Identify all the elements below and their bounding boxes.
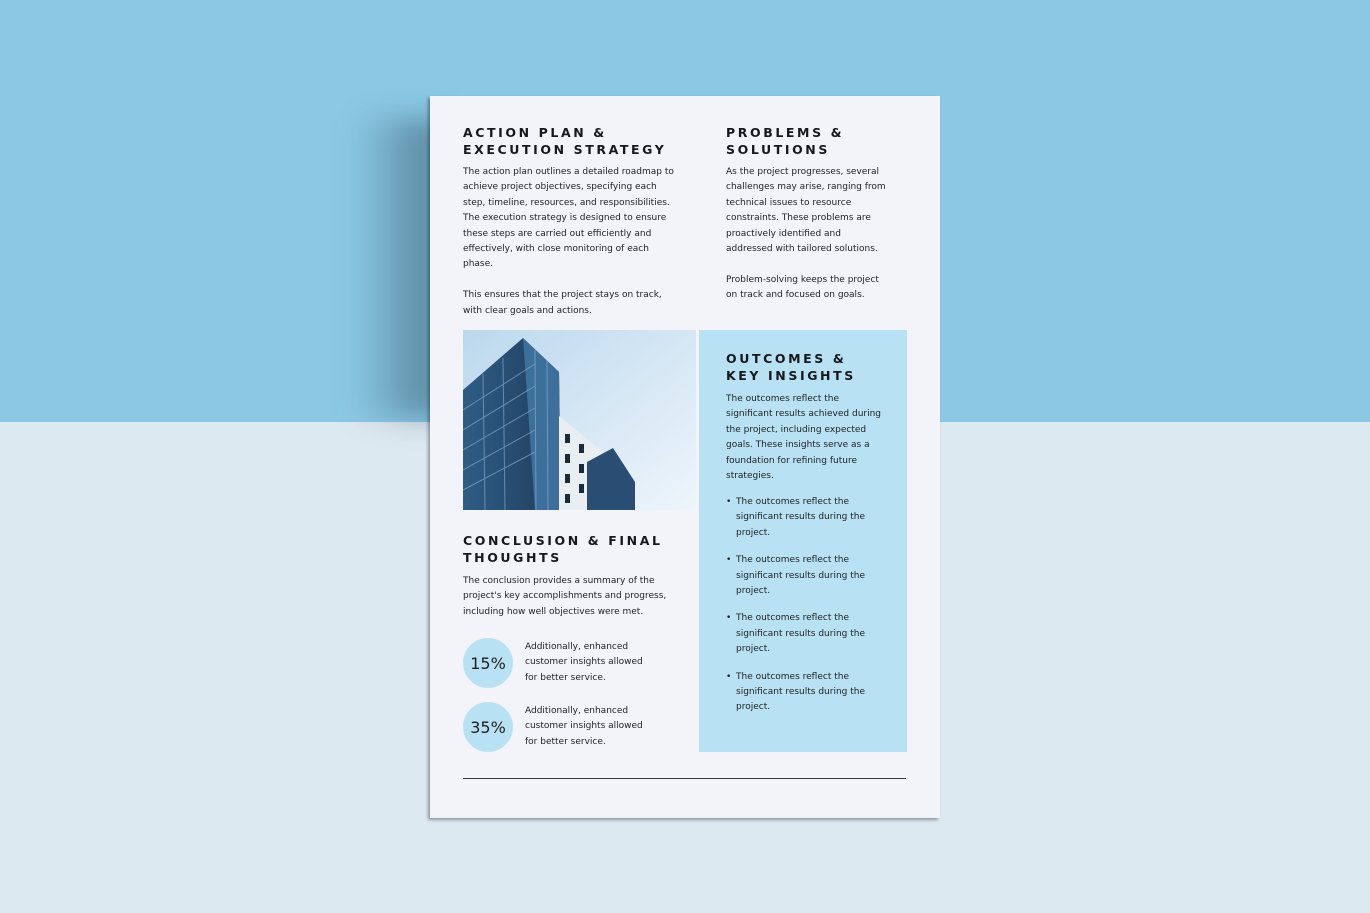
action-plan-heading: ACTION PLAN & EXECUTION STRATEGY [463, 125, 667, 157]
action-plan-paragraph-2: This ensures that the project stays on track, with clear goals and actions. [463, 290, 662, 316]
outcomes-paragraph: The outcomes reflect the significant results achieved during the project, including expected goals. These insights serve as a foundation for refining future strategies. [726, 394, 882, 482]
outcomes-bullet: • The outcomes reflect the significant results during the project. [726, 495, 886, 541]
outcomes-bullet: • The outcomes reflect the significant results during the project. [726, 670, 886, 716]
stat-circle-1: 15% [463, 638, 513, 688]
footer-divider [463, 778, 906, 779]
conclusion-paragraph: The conclusion provides a summary of the project's key accomplishments and progress, including how well objectives were met. [463, 576, 667, 617]
stat-text-2: Additionally, enhanced customer insights allowed for better service. [525, 706, 643, 747]
building-illustration [463, 330, 696, 510]
building-photo [463, 330, 696, 510]
document-page [430, 96, 940, 818]
problems-text [726, 165, 890, 304]
page-shadow [352, 118, 442, 418]
stat-text-1: Additionally, enhanced customer insights allowed for better service. [525, 642, 643, 683]
action-plan-paragraph-1: The action plan outlines a detailed roadmap to achieve project objectives, specifying each step, timeline, resources, and responsibilities. The execution strategy is designed to ensure these steps are carried out efficiently and effectively, with close monitoring of each phase. [463, 167, 674, 270]
outcomes-bullet-list [726, 495, 886, 728]
problems-paragraph-1: As the project progresses, several challenges may arise, ranging from technical issues to resource constraints. These problems are proactively identified and addressed with tailored solutions. [726, 167, 886, 255]
outcomes-heading: OUTCOMES & KEY INSIGHTS [726, 351, 856, 383]
problems-heading: PROBLEMS & SOLUTIONS [726, 125, 845, 157]
stat-circle-2: 35% [463, 702, 513, 752]
outcomes-bullet: • The outcomes reflect the significant results during the project. [726, 611, 886, 657]
outcomes-bullet: • The outcomes reflect the significant results during the project. [726, 553, 886, 599]
action-plan-text [463, 165, 675, 319]
conclusion-heading: CONCLUSION & FINAL THOUGHTS [463, 533, 663, 565]
problems-paragraph-2: Problem-solving keeps the project on track and focused on goals. [726, 274, 879, 301]
